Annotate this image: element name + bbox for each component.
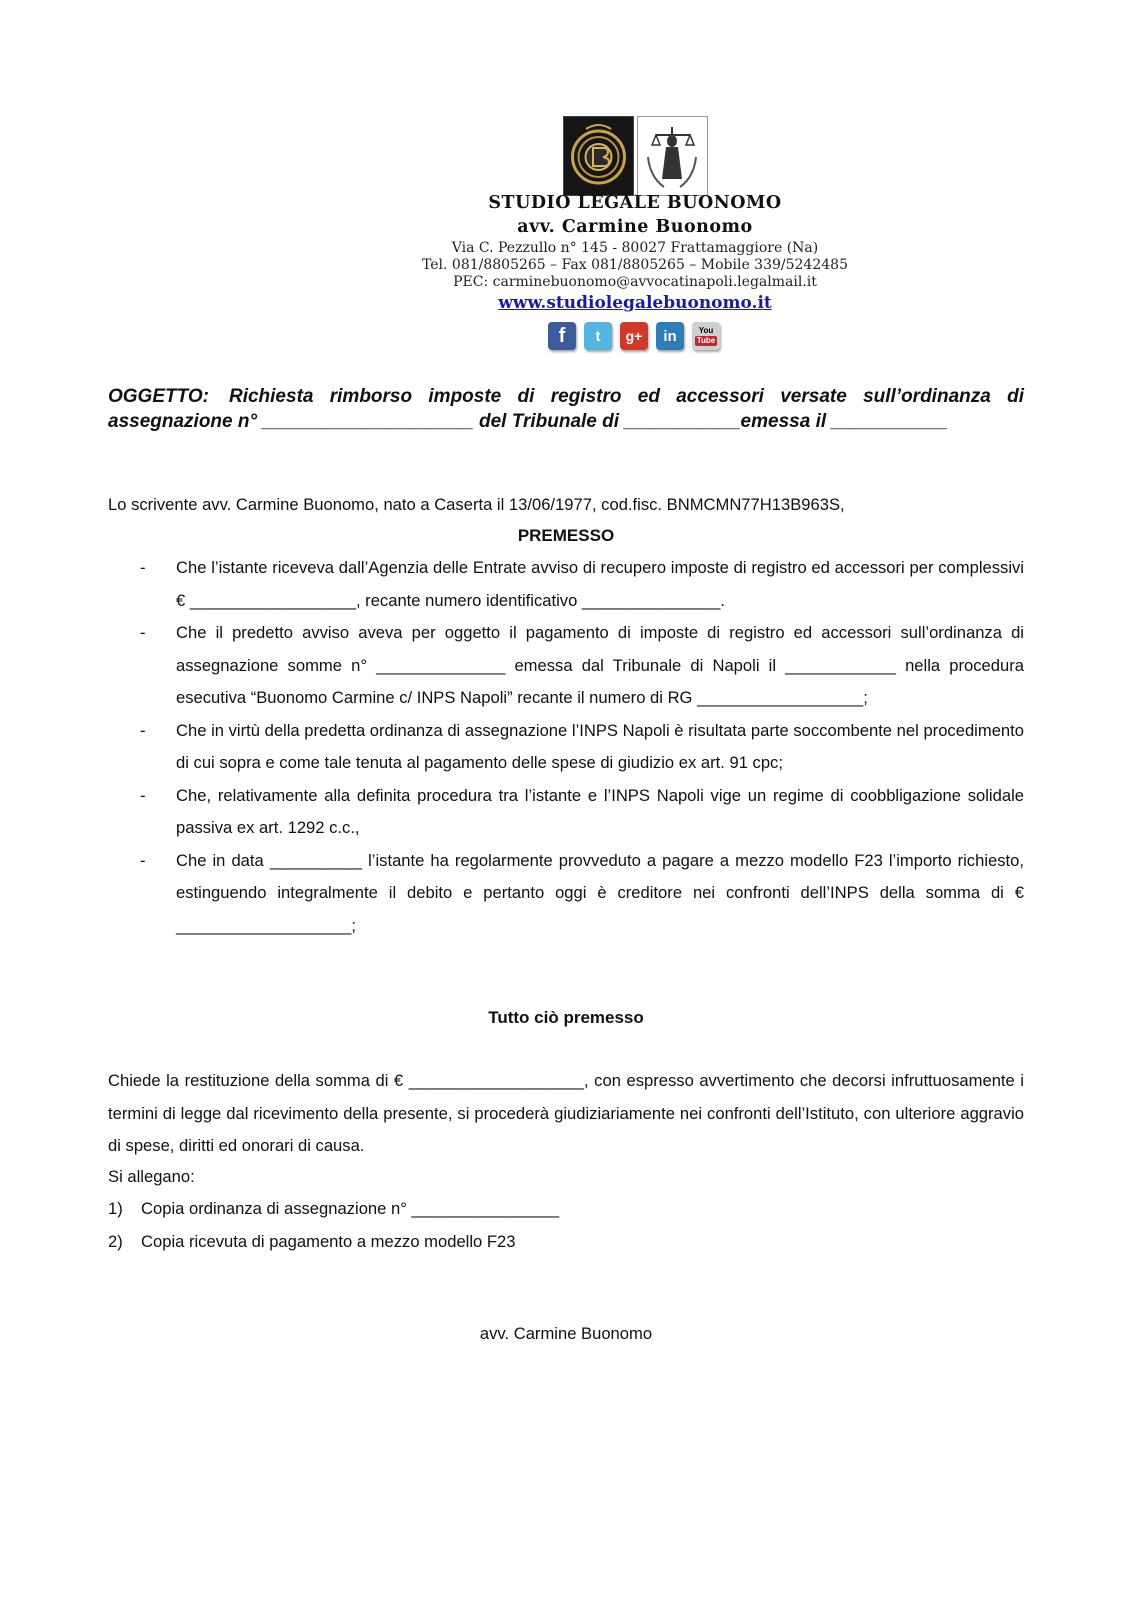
bullet-dash: -: [140, 558, 146, 577]
bullet-dash: -: [140, 785, 146, 805]
premesso-heading: PREMESSO: [517, 526, 615, 545]
subject-label: OGGETTO:: [108, 386, 209, 407]
intro-paragraph: Lo scrivente avv. Carmine Buonomo, nato a Caserta il 13/06/1977, cod.fisc. BNMCMN77H13B963S,: [108, 495, 845, 514]
social-icons: [548, 322, 720, 350]
tutto-heading: Tutto ciò premesso: [488, 1008, 644, 1027]
request-paragraph: Chiede la restituzione della somma di € ___________________, con espresso avvertimento che decorsi infruttuosamente i termini di legge dal ricevimento della presente, si procederà giudiziariamente nei confronti dell’Istituto, con ulteriore aggravio di spese, diritti ed onorari di causa.: [108, 1071, 1024, 1155]
letterhead-logos: [563, 116, 703, 194]
premesso-list: [140, 552, 1024, 942]
facebook-icon[interactable]: f: [548, 322, 576, 350]
linkedin-icon[interactable]: in: [656, 322, 684, 350]
attachments-label: Si allegano:: [108, 1167, 195, 1186]
bullet-dash: -: [140, 720, 146, 740]
attachment-text: Copia ordinanza di assegnazione n° ________________: [141, 1199, 560, 1218]
lawyer-name: avv. Carmine Buonomo: [517, 217, 753, 237]
list-item: - Che, relativamente alla definita procedura tra l’istante e l’INPS Napoli vige un regime di coobbligazione solidale passiva ex art. 1292 c.c.,: [140, 780, 1024, 845]
google-plus-icon[interactable]: g+: [620, 322, 648, 350]
bullet-dash: -: [140, 850, 146, 870]
attachment-number: 2): [108, 1232, 123, 1251]
list-item: - Che in virtù della predetta ordinanza di assegnazione l’INPS Napoli è risultata parte soccombente nel procedimento di cui sopra e come tale tenuta al pagamento delle spese di giudizio ex art. 91 cpc;: [140, 715, 1024, 780]
attachment-item: [108, 1226, 808, 1259]
signature: avv. Carmine Buonomo: [479, 1324, 653, 1343]
bullet-dash: -: [140, 623, 146, 642]
seal-logo-icon: [563, 116, 634, 196]
attachment-number: 1): [108, 1199, 123, 1218]
attachment-text: Copia ricevuta di pagamento a mezzo modello F23: [141, 1232, 516, 1251]
twitter-icon[interactable]: t: [584, 322, 612, 350]
youtube-icon-top: You: [698, 326, 714, 335]
phone-numbers: Tel. 081/8805265 – Fax 081/8805265 – Mobile 339/5242485: [422, 257, 848, 273]
list-item: - Che il predetto avviso aveva per oggetto il pagamento di imposte di registro ed accessori sull’ordinanza di assegnazione somme n° ______________ emessa dal Tribunale di Napoli il ____________ nella procedura esecutiva “Buonomo Carmine c/ INPS Napoli” recante il numero di RG __________________;: [140, 617, 1024, 715]
attachment-item: [108, 1193, 808, 1226]
subject-text: Richiesta rimborso imposte di registro ed accessori versate sull’ordinanza di assegnazione n° ____________________ del Tribunale di ___________emessa il ___________: [108, 386, 1024, 432]
youtube-icon-bottom: Tube: [696, 336, 716, 345]
list-item: - Che in data __________ l’istante ha regolarmente provveduto a pagare a mezzo modello F23 l’importo richiesto, estinguendo integralmente il debito e pertanto oggi è creditore nei confronti dell’INPS della somma di € ___________________;: [140, 845, 1024, 943]
subject-line: [108, 384, 1024, 434]
youtube-icon[interactable]: [692, 322, 720, 350]
website-link[interactable]: www.studiolegalebuonomo.it: [498, 293, 772, 313]
list-item: - Che l’istante riceveva dall’Agenzia delle Entrate avviso di recupero imposte di registro ed accessori per complessivi € __________________, recante numero identificativo _______________.: [140, 552, 1024, 617]
pec-email: PEC: carminebuonomo@avvocatinapoli.legalmail.it: [453, 274, 817, 290]
studio-name: STUDIO LEGALE BUONOMO: [488, 193, 782, 213]
address: Via C. Pezzullo n° 145 - 80027 Frattamaggiore (Na): [451, 240, 819, 256]
justice-logo-icon: [637, 116, 708, 196]
